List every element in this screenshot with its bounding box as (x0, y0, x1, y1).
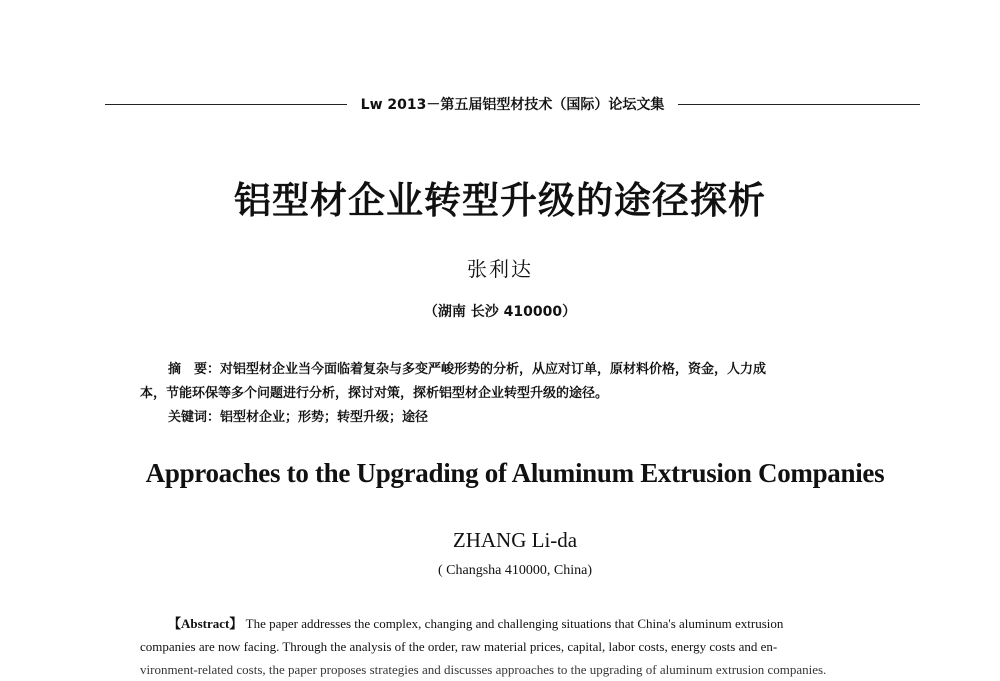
english-abstract-text-2: companies are now facing. Through the analysis of the order, raw material prices, capital, labor costs, energy costs and en- (140, 639, 778, 654)
chinese-abstract-label: 摘 要： (168, 362, 221, 377)
english-author: ZHANG Li-da (452, 528, 578, 552)
english-abstract-text-3: vironment-related costs, the paper proposes strategies and discusses approaches to the upgrading of aluminum extrusion companies. (140, 662, 827, 677)
running-header (105, 92, 920, 116)
chinese-keywords-text: 铝型材企业；形势；转型升级；途径 (220, 410, 429, 425)
english-title: Approaches to the Upgrading of Aluminum Extrusion Companies (145, 458, 885, 488)
english-abstract-text-1: The paper addresses the complex, changing and challenging situations that China's aluminum extrusion (242, 616, 784, 631)
header-rule-left (105, 104, 347, 105)
chinese-abstract (140, 358, 890, 406)
chinese-keywords (168, 406, 428, 430)
english-abstract-line-1 (140, 612, 890, 635)
chinese-keywords-label: 关键词： (168, 410, 221, 425)
chinese-affiliation: （湖南 长沙 410000） (423, 304, 577, 320)
header-rule-right (678, 104, 920, 105)
chinese-abstract-line-1 (140, 358, 890, 382)
chinese-title: 铝型材企业转型升级的途径探析 (234, 179, 766, 222)
english-abstract-label: 【Abstract】 (168, 616, 243, 631)
english-affiliation: ( Changsha 410000, China) (438, 563, 592, 578)
chinese-abstract-text-1: 对铝型材企业当今面临着复杂与多变严峻形势的分析，从应对订单，原材料价格，资金，人力成 (220, 362, 767, 377)
running-title: Lw 2013－第五届铝型材技术（国际）论坛文集 (360, 97, 665, 113)
english-abstract (140, 612, 890, 681)
chinese-abstract-text-2: 本，节能环保等多个问题进行分析，探讨对策，探析铝型材企业转型升级的途径。 (140, 386, 609, 401)
chinese-author: 张利达 (467, 257, 533, 281)
